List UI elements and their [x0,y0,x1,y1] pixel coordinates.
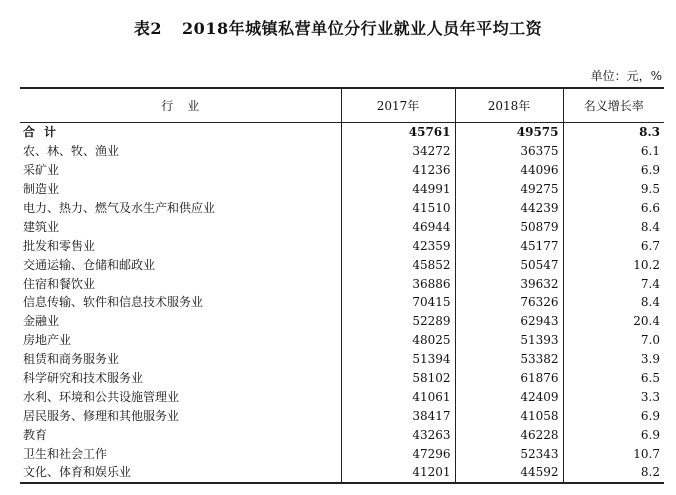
industry-name: 批发和零售业 [23,238,96,253]
table-row [20,255,664,274]
wage-2018: 46228 [455,425,563,444]
growth-rate: 10.2 [563,255,664,274]
table-row [20,217,664,236]
growth-rate: 9.5 [563,180,664,199]
wage-2018: 49575 [455,123,563,142]
wage-2017: 58102 [341,369,455,388]
wage-2017: 38417 [341,406,455,425]
wage-2018: 36375 [455,142,563,161]
wage-2017: 46944 [341,217,455,236]
wage-2018: 51393 [455,331,563,350]
header-2018: 2018年 [455,88,563,123]
industry-name: 交通运输、仓储和邮政业 [23,257,156,272]
growth-rate: 6.1 [563,142,664,161]
growth-rate: 8.4 [563,293,664,312]
wage-2018: 62943 [455,312,563,331]
wage-2017: 41201 [341,463,455,483]
wage-2017: 70415 [341,293,455,312]
wage-2017: 41236 [341,161,455,180]
header-row [20,88,664,123]
growth-rate: 7.4 [563,274,664,293]
growth-rate: 6.9 [563,425,664,444]
header-growth: 名义增长率 [563,88,664,123]
table-row [20,312,664,331]
wage-2018: 53382 [455,350,563,369]
growth-rate: 3.9 [563,350,664,369]
table-row [20,350,664,369]
header-2017: 2017年 [341,88,455,123]
industry-name: 制造业 [23,182,60,197]
growth-rate: 8.2 [563,463,664,483]
wage-2018: 41058 [455,406,563,425]
growth-rate: 3.3 [563,387,664,406]
wage-2017: 41061 [341,387,455,406]
table-row [20,387,664,406]
table-row [20,180,664,199]
wage-2017: 34272 [341,142,455,161]
wage-2017: 48025 [341,331,455,350]
table-row [20,444,664,463]
table-row [20,274,664,293]
growth-rate: 6.7 [563,236,664,255]
growth-rate: 7.0 [563,331,664,350]
industry-name: 居民服务、修理和其他服务业 [23,408,180,423]
table-title-text: 2018年城镇私营单位分行业就业人员年平均工资 [182,19,543,38]
growth-rate: 8.4 [563,217,664,236]
wage-2017: 45761 [341,123,455,142]
industry-name: 建筑业 [23,219,60,234]
industry-name: 教育 [23,427,48,442]
table-row [20,425,664,444]
wage-2018: 39632 [455,274,563,293]
industry-name: 金融业 [23,314,60,329]
wage-2018: 44096 [455,161,563,180]
table-row [20,199,664,218]
wage-2017: 47296 [341,444,455,463]
wage-2018: 61876 [455,369,563,388]
wage-2017: 52289 [341,312,455,331]
growth-rate: 6.9 [563,406,664,425]
table-row [20,161,664,180]
unit-note: 单位：元，% [590,69,662,83]
wage-2018: 50879 [455,217,563,236]
growth-rate: 20.4 [563,312,664,331]
industry-name: 采矿业 [23,163,60,178]
growth-rate: 6.5 [563,369,664,388]
wage-2018: 44239 [455,199,563,218]
industry-name: 水利、环境和公共设施管理业 [23,389,180,404]
wage-2018: 76326 [455,293,563,312]
wage-2018: 49275 [455,180,563,199]
wage-2018: 50547 [455,255,563,274]
industry-name: 租赁和商务服务业 [23,352,120,367]
table-title [0,16,676,39]
wage-2018: 45177 [455,236,563,255]
industry-name: 房地产业 [23,333,72,348]
wage-2017: 44991 [341,180,455,199]
industry-name: 信息传输、软件和信息技术服务业 [23,295,204,310]
table-row [20,142,664,161]
table-row [20,293,664,312]
wage-2017: 42359 [341,236,455,255]
wage-2017: 36886 [341,274,455,293]
table-row [20,463,664,483]
wage-2018: 42409 [455,387,563,406]
industry-name: 农、林、牧、渔业 [23,144,120,159]
growth-rate: 8.3 [563,123,664,142]
table-row [20,236,664,255]
table-row [20,406,664,425]
industry-name: 住宿和餐饮业 [23,276,96,291]
industry-name: 科学研究和技术服务业 [23,371,144,386]
wage-2018: 52343 [455,444,563,463]
industry-name: 合计 [23,125,66,140]
wage-2017: 51394 [341,350,455,369]
wage-2018: 44592 [455,463,563,483]
table-row [20,331,664,350]
industry-name: 卫生和社会工作 [23,446,108,461]
wage-2017: 41510 [341,199,455,218]
growth-rate: 10.7 [563,444,664,463]
wage-table [20,87,664,484]
industry-name: 电力、热力、燃气及水生产和供应业 [23,201,216,215]
growth-rate: 6.6 [563,199,664,218]
table-number: 表2 [133,19,163,38]
industry-name: 文化、体育和娱乐业 [20,463,341,483]
wage-2017: 45852 [341,255,455,274]
table-row [20,369,664,388]
header-industry: 行业 [20,88,341,123]
total-row [20,123,664,142]
wage-2017: 43263 [341,425,455,444]
growth-rate: 6.9 [563,161,664,180]
